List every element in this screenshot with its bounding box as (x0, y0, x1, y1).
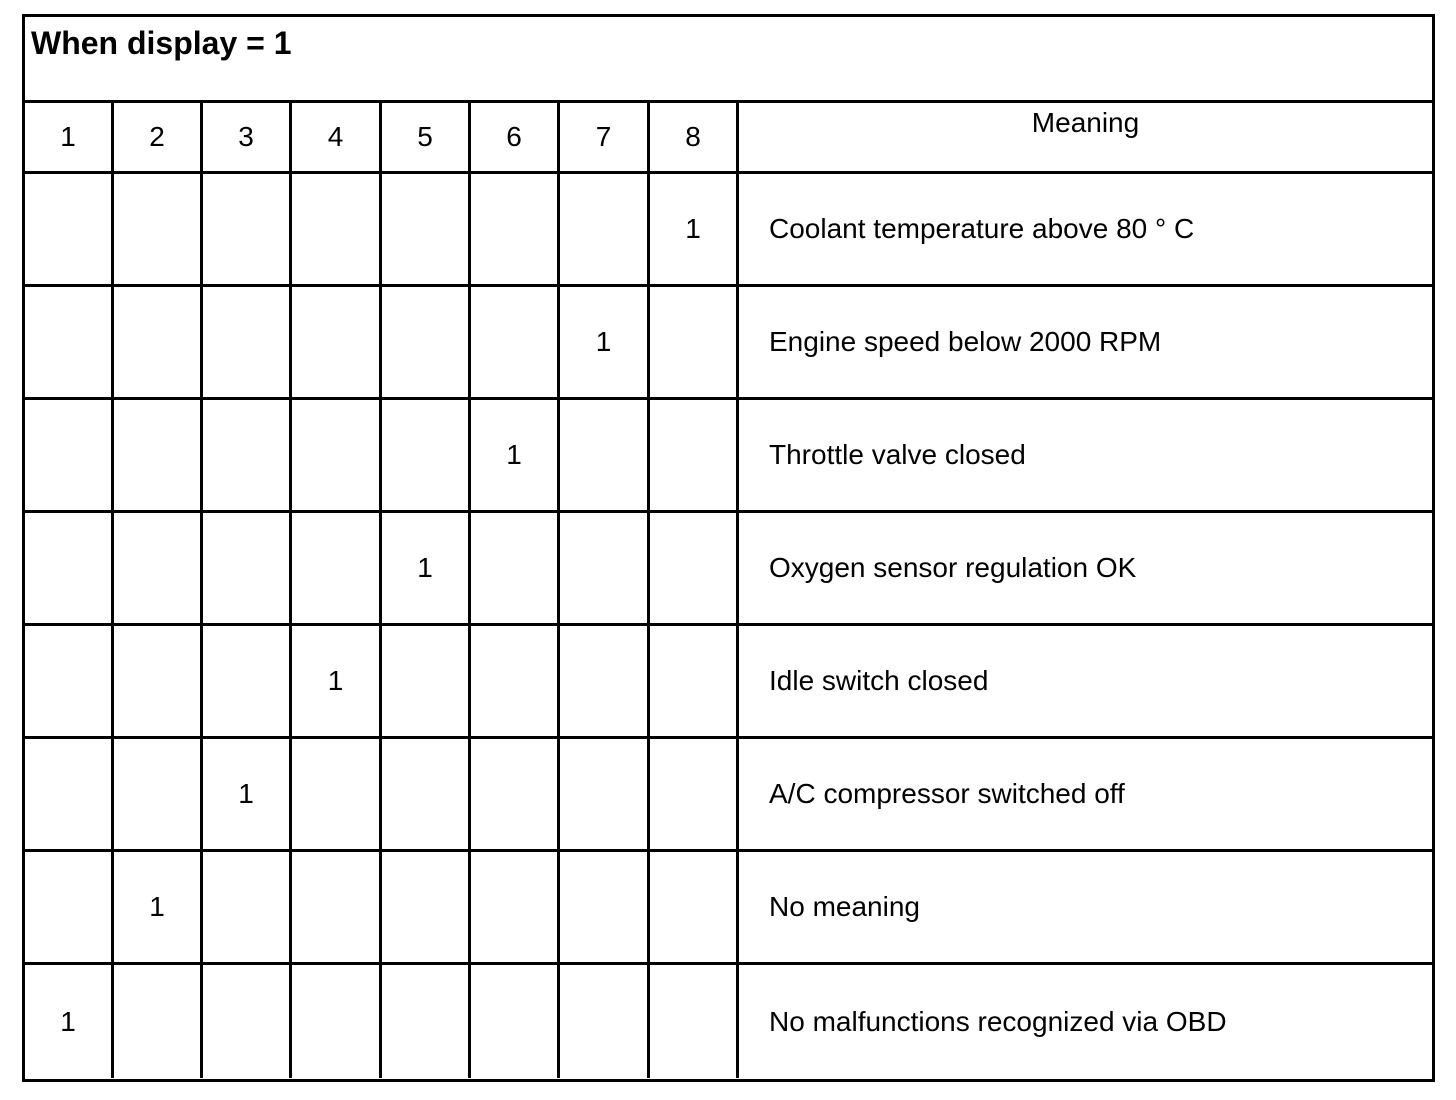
bit-cell (292, 174, 382, 287)
bit-cell (650, 400, 739, 513)
bit-cell (471, 739, 560, 852)
bit-cell: 1 (292, 626, 382, 739)
bit-cell (114, 626, 203, 739)
header-cell-1: 1 (25, 103, 114, 174)
bit-cell (203, 513, 292, 626)
bit-cell (650, 287, 739, 400)
table-grid (25, 103, 1432, 1078)
bit-cell (382, 287, 471, 400)
bit-cell (203, 400, 292, 513)
bit-cell: 1 (650, 174, 739, 287)
table-title-row (25, 17, 1432, 103)
bit-cell (292, 852, 382, 965)
bit-cell: 1 (114, 852, 203, 965)
bit-cell (471, 852, 560, 965)
meaning-cell: No meaning (739, 852, 1432, 965)
header-cell-8: 8 (650, 103, 739, 174)
bit-cell (650, 513, 739, 626)
bit-cell (25, 852, 114, 965)
meaning-cell: No malfunctions recognized via OBD (769, 1005, 1227, 1037)
bit-cell (25, 400, 114, 513)
bit-cell (203, 852, 292, 965)
bit-cell (114, 287, 203, 400)
bit-cell (650, 965, 739, 1078)
bit-cell (25, 174, 114, 287)
bit-cell (25, 287, 114, 400)
bit-cell (471, 174, 560, 287)
bit-cell (560, 400, 650, 513)
bit-cell (203, 174, 292, 287)
bit-cell (560, 852, 650, 965)
bit-cell (382, 852, 471, 965)
meaning-cell: Engine speed below 2000 RPM (739, 287, 1432, 400)
bit-cell (292, 739, 382, 852)
bit-cell (471, 626, 560, 739)
bit-cell (25, 739, 114, 852)
bit-cell (25, 513, 114, 626)
header-cell-4: 4 (292, 103, 382, 174)
bit-cell: 1 (471, 400, 560, 513)
bit-cell (560, 965, 650, 1078)
meaning-cell: A/C compressor switched off (739, 739, 1432, 852)
bit-cell (471, 287, 560, 400)
status-bits-table (22, 14, 1435, 1082)
bit-cell (114, 739, 203, 852)
bit-cell (650, 626, 739, 739)
bit-cell (650, 739, 739, 852)
header-cell-3: 3 (203, 103, 292, 174)
bit-cell: 1 (560, 287, 650, 400)
bit-cell (292, 400, 382, 513)
bit-cell (25, 626, 114, 739)
bit-cell (382, 626, 471, 739)
bit-cell: 1 (25, 965, 114, 1078)
bit-cell (292, 513, 382, 626)
table-title: When display = 1 (31, 25, 292, 61)
header-cell-7: 7 (560, 103, 650, 174)
bit-cell (292, 287, 382, 400)
bit-cell (382, 739, 471, 852)
meaning-cell: Idle switch closed (739, 626, 1432, 739)
bit-cell (203, 287, 292, 400)
bit-cell (650, 852, 739, 965)
bit-cell (560, 513, 650, 626)
bit-cell (382, 174, 471, 287)
bit-cell (114, 965, 203, 1078)
bit-cell (560, 739, 650, 852)
header-cell-5: 5 (382, 103, 471, 174)
bit-cell (471, 965, 560, 1078)
header-cell-6: 6 (471, 103, 560, 174)
bit-cell: 1 (382, 513, 471, 626)
bit-cell (382, 400, 471, 513)
meaning-cell: Oxygen sensor regulation OK (739, 513, 1432, 626)
meaning-cell: Throttle valve closed (739, 400, 1432, 513)
bit-cell (382, 965, 471, 1078)
bit-cell (560, 626, 650, 739)
bit-cell (114, 400, 203, 513)
bit-cell (203, 965, 292, 1078)
bit-cell: 1 (203, 739, 292, 852)
bit-cell (203, 626, 292, 739)
bit-cell (292, 965, 382, 1078)
meaning-cell: Coolant temperature above 80 ° C (739, 174, 1432, 287)
bit-cell (560, 174, 650, 287)
bit-cell (114, 513, 203, 626)
bit-cell (114, 174, 203, 287)
header-cell-2: 2 (114, 103, 203, 174)
bit-cell (471, 513, 560, 626)
header-cell-meaning: Meaning (739, 103, 1432, 174)
